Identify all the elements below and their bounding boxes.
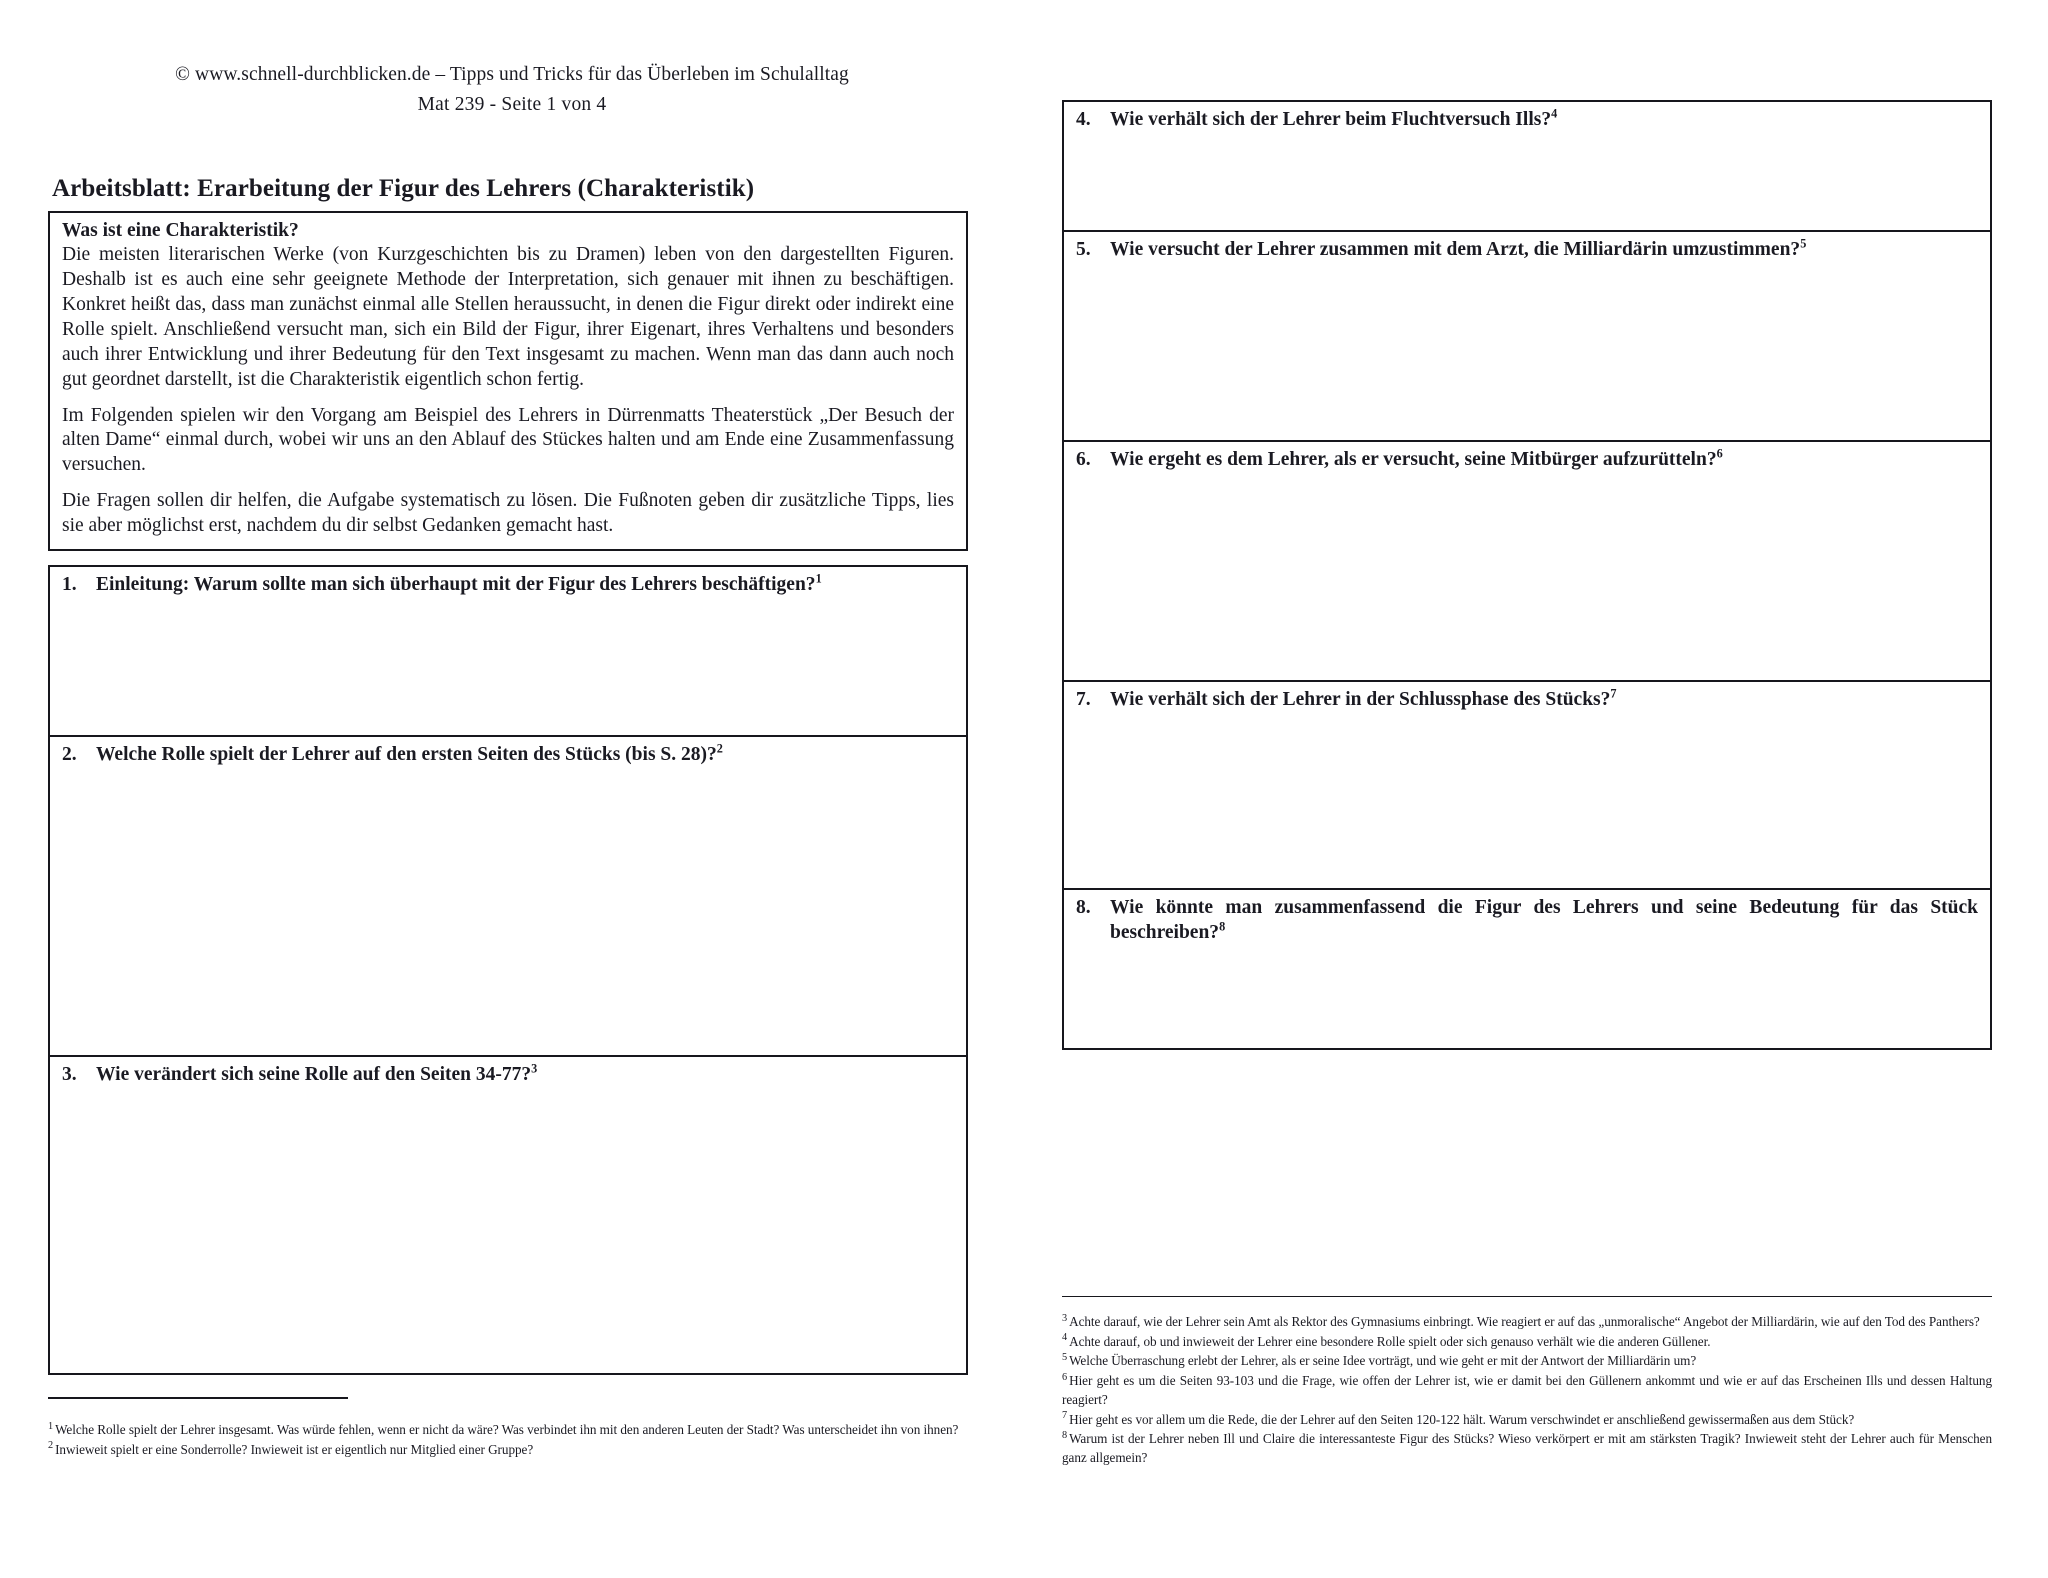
gap-before-footnotes-left — [0, 1375, 1024, 1397]
question-box-6[interactable] — [1062, 442, 1992, 682]
question-4-text: Wie verhält sich der Lehrer beim Fluchtversuch Ills?$^4$ — [1110, 106, 1558, 130]
footnote-3-ref: 3 — [1062, 1312, 1068, 1324]
question-1-footnote-ref: 1 — [815, 571, 822, 586]
question-8-number: 8. — [1076, 897, 1091, 918]
intro-paragraph-2: Im Folgenden spielen wir den Vorgang am Beispiel des Lehrers in Dürrenmatts Theaterstück „Der Besuch der alten Dame“ einmal durch, wobei wir uns an den Ablauf des Stückes halten und am Ende eine Zusammenfassung versuchen. — [62, 404, 954, 476]
question-box-3[interactable] — [48, 1057, 968, 1375]
page-header — [0, 0, 1024, 120]
gap-after-rule-left — [0, 1399, 1024, 1421]
footnote-6-ref: 6 — [1062, 1371, 1068, 1383]
right-page-column — [1024, 0, 2048, 1578]
footnote-5-ref: 5 — [1062, 1352, 1068, 1364]
footnote-2-ref: 2 — [48, 1440, 54, 1452]
footnote-4: $^4$ Achte darauf, ob und inwieweit der Lehrer eine besondere Rolle spielt oder sich genauso verhält wie die anderen Güllener. — [1062, 1332, 1711, 1349]
intro-heading: Was ist eine Charakteristik? — [62, 220, 299, 242]
question-8-text: Wie könnte man zusammenfassend die Figur des Lehrers und seine Bedeutung für das Stück beschreiben?$^8$ — [1110, 897, 1978, 943]
question-8-footnote-ref: 8 — [1219, 919, 1226, 934]
footnote-6: $^6$ Hier geht es um die Seiten 93-103 und die Frage, wie offen der Lehrer ist, wie er damit bei den Güllenern ankommt und wie er auf das Erscheinen Ills und dessen Haltung reagiert? — [1062, 1371, 1992, 1407]
footnote-7-ref: 7 — [1062, 1410, 1068, 1422]
question-1-line — [62, 573, 954, 598]
question-3-text: Wie verändert sich seine Rolle auf den Seiten 34-77?$^3$ — [96, 1061, 538, 1085]
question-6-text: Wie ergeht es dem Lehrer, als er versucht, seine Mitbürger aufzurütteln?$^6$ — [1110, 446, 1723, 470]
page-title: Arbeitsblatt: Erarbeitung der Figur des Lehrers (Charakteristik) — [52, 175, 755, 203]
question-2-number: 2. — [62, 743, 77, 765]
question-5-text: Wie versucht der Lehrer zusammen mit dem Arzt, die Milliardärin umzustimmen?$^5$ — [1110, 236, 1807, 260]
question-1-text: Einleitung: Warum sollte man sich überhaupt mit der Figur des Lehrers beschäftigen?$^1$ — [96, 571, 822, 595]
question-box-7[interactable] — [1062, 682, 1992, 890]
question-box-8[interactable] — [1062, 890, 1992, 1050]
question-8-line — [1076, 896, 1978, 946]
question-box-4[interactable] — [1062, 100, 1992, 232]
footnote-1: $^1$ Welche Rolle spielt der Lehrer insgesamt. Was würde fehlen, wenn er nicht da wäre? Was verbindet ihn mit den anderen Leuten der Stadt? Was unterscheidet ihn von ihnen? — [48, 1420, 959, 1437]
question-7-text: Wie verhält sich der Lehrer in der Schlussphase des Stücks?$^7$ — [1110, 686, 1617, 710]
footnote-7: $^7$ Hier geht es vor allem um die Rede, die der Lehrer auf den Seiten 120-122 hält. Warum verschwindet er anschließend gewissermaßen aus dem Stück? — [1062, 1410, 1855, 1427]
question-3-footnote-ref: 3 — [531, 1061, 538, 1076]
question-5-footnote-ref: 5 — [1800, 236, 1807, 251]
question-4-footnote-ref: 4 — [1551, 106, 1558, 121]
question-6-number: 6. — [1076, 449, 1091, 470]
footnotes-right — [1062, 1313, 1992, 1468]
question-2-line — [62, 743, 954, 768]
intro-info-box — [48, 211, 968, 550]
header-material-line: Mat 239 - Seite 1 von 4 — [417, 94, 607, 116]
question-7-footnote-ref: 7 — [1610, 686, 1617, 701]
intro-paragraph-1: Die meisten literarischen Werke (von Kurzgeschichten bis zu Dramen) leben von den dargestellten Figuren. Deshalb ist es auch eine sehr geeignete Methode der Interpretation, sich genauer mit ihnen zu beschäftigen. Konkret heißt das, dass man zunächst einmal alle Stellen heraussucht, in denen die Figur direkt oder indirekt eine Rolle spielt. Anschließend versucht man, sich ein Bild der Figur, ihrer Eigenart, ihres Verhaltens und besonders auch ihrer Entwicklung und ihrer Bedeutung für den Text insgesamt zu machen. Wenn man das dann auch noch gut geordnet darstellt, ist die Charakteristik eigentlich schon fertig. — [62, 244, 954, 390]
question-2-text: Welche Rolle spielt der Lehrer auf den ersten Seiten des Stücks (bis S. 28)?$^2$ — [96, 741, 723, 765]
question-7-number: 7. — [1076, 689, 1091, 710]
footnote-8-ref: 8 — [1062, 1430, 1068, 1442]
question-3-line — [62, 1063, 954, 1088]
footnote-4-ref: 4 — [1062, 1332, 1068, 1344]
question-6-footnote-ref: 6 — [1716, 446, 1723, 461]
intro-paragraph-3: Die Fragen sollen dir helfen, die Aufgabe systematisch zu lösen. Die Fußnoten geben dir zusätzliche Tipps, lies sie aber möglichst erst, nachdem du dir selbst Gedanken gemacht hast. — [62, 490, 954, 537]
question-5-number: 5. — [1076, 239, 1091, 260]
question-3-number: 3. — [62, 1063, 77, 1085]
gap-after-rule-right — [1024, 1297, 2048, 1313]
question-box-2[interactable] — [48, 737, 968, 1057]
footnote-1-ref: 1 — [48, 1420, 54, 1432]
question-6-line — [1076, 448, 1978, 473]
footnotes-left — [48, 1421, 968, 1459]
footnote-3: $^3$ Achte darauf, wie der Lehrer sein Amt als Rektor des Gymnasiums einbringt. Wie reagiert er auf das „unmoralische“ Angebot der Milliardärin, wie auf den Tod des Panthers? — [1062, 1312, 1980, 1329]
top-gap-right — [1024, 0, 2048, 100]
question-2-footnote-ref: 2 — [716, 741, 723, 756]
question-1-number: 1. — [62, 573, 77, 595]
question-box-1[interactable] — [48, 565, 968, 737]
header-copyright-line: © www.schnell-durchblicken.de – Tipps und Tricks für das Überleben im Schulalltag — [175, 64, 849, 85]
question-7-line — [1076, 688, 1978, 713]
question-4-number: 4. — [1076, 109, 1091, 130]
gap-after-intro — [0, 551, 1024, 565]
footnote-8: $^8$ Warum ist der Lehrer neben Ill und Claire die interessanteste Figur des Stücks? Wieso verkörpert er mit am stärksten Tragik? Inwieweit steht der Lehrer auch für Menschen ganz allgemein? — [1062, 1430, 1992, 1466]
question-box-5[interactable] — [1062, 232, 1992, 442]
question-4-line — [1076, 108, 1978, 133]
footnote-5: $^5$ Welche Überraschung erlebt der Lehrer, als er seine Idee vorträgt, und wie geht er mit der Antwort der Milliardärin um? — [1062, 1352, 1697, 1369]
question-5-line — [1076, 238, 1978, 263]
gap-before-footnotes-right — [1024, 1050, 2048, 1296]
footnote-2: $^2$ Inwieweit spielt er eine Sonderrolle? Inwieweit ist er eigentlich nur Mitglied einer Gruppe? — [48, 1440, 534, 1457]
